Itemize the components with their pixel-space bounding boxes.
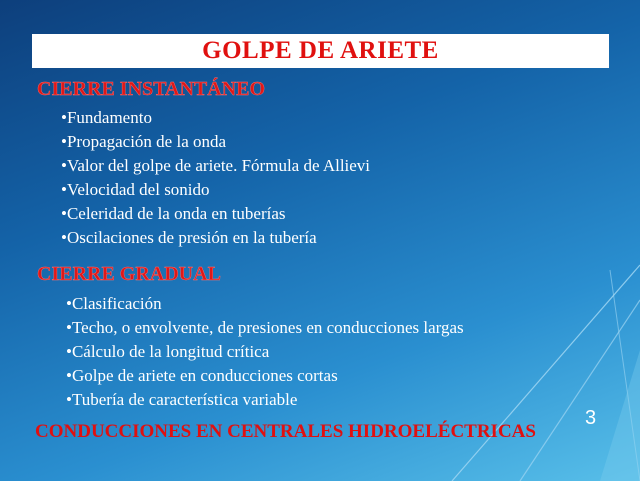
list-item: •Fundamento <box>61 108 152 127</box>
list-item: •Cálculo de la longitud crítica <box>66 342 270 361</box>
list-item: •Velocidad del sonido <box>61 180 210 199</box>
list-item: •Valor del golpe de ariete. Fórmula de Allievi <box>61 156 371 175</box>
list-item: •Celeridad de la onda en tuberías <box>61 204 286 223</box>
footer-title: CONDUCCIONES EN CENTRALES HIDROELÉCTRICAS <box>35 421 536 442</box>
list-cierre-gradual <box>66 292 464 412</box>
list-item: •Clasificación <box>66 294 162 313</box>
list-item: •Golpe de ariete en conducciones cortas <box>66 366 338 385</box>
slide-title: GOLPE DE ARIETE <box>202 37 439 64</box>
title-box <box>32 34 609 68</box>
section-heading-cierre-gradual: CIERRE GRADUAL <box>37 263 221 285</box>
page-number: 3 <box>585 407 597 429</box>
list-item: •Oscilaciones de presión en la tubería <box>61 228 317 247</box>
decorative-triangle <box>600 350 640 481</box>
list-item: •Techo, o envolvente, de presiones en conducciones largas <box>66 318 464 337</box>
list-item: •Tubería de característica variable <box>66 390 298 409</box>
list-cierre-instantaneo <box>61 106 370 250</box>
section-heading-cierre-instantaneo: CIERRE INSTANTÁNEO <box>37 78 266 100</box>
list-item: •Propagación de la onda <box>61 132 227 151</box>
